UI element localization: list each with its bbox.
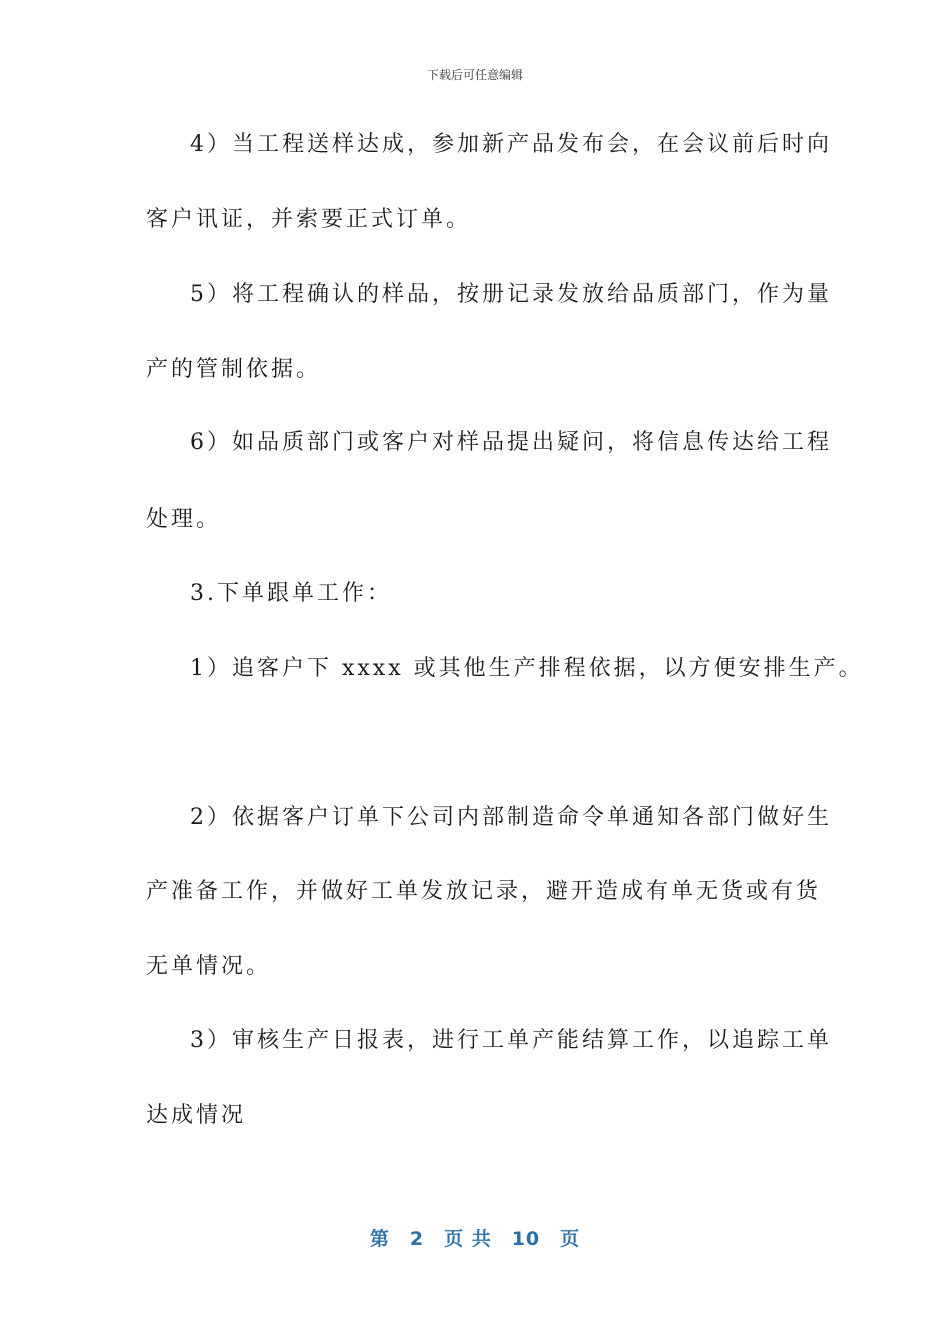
current-page-number: 2 <box>409 1228 425 1250</box>
section-heading: 3.下单跟单工作： <box>190 581 392 606</box>
paragraph-line: 2）依据客户订单下公司内部制造命令单通知各部门做好生 <box>190 805 832 830</box>
paragraph-line: 处理。 <box>146 507 222 532</box>
paragraph-line: 4）当工程送样达成，参加新产品发布会，在会议前后时向 <box>190 132 832 157</box>
paragraph-line: 3）审核生产日报表，进行工单产能结算工作，以追踪工单 <box>190 1028 832 1053</box>
page-footer <box>0 1224 950 1251</box>
paragraph-line: 产准备工作，并做好工单发放记录，避开造成有单无货或有货 <box>146 879 822 904</box>
page-header-note: 下载后可任意编辑 <box>426 68 523 82</box>
paragraph-line: 无单情况。 <box>146 954 272 979</box>
footer-suffix: 页 <box>560 1228 581 1250</box>
paragraph-line: 6）如品质部门或客户对样品提出疑问，将信息传达给工程 <box>190 430 832 455</box>
paragraph-line: 产的管制依据。 <box>146 357 322 382</box>
paragraph-line: 达成情况 <box>146 1103 247 1128</box>
total-page-number: 10 <box>511 1228 541 1250</box>
footer-prefix: 第 <box>369 1228 390 1250</box>
paragraph-line: 客户讯证，并索要正式订单。 <box>146 207 472 232</box>
paragraph-line: 5）将工程确认的样品，按册记录发放给品质部门，作为量 <box>190 282 832 307</box>
footer-middle: 页 共 <box>444 1228 492 1250</box>
paragraph-line: 1）追客户下 xxxx 或其他生产排程依据，以方便安排生产。 <box>190 656 864 681</box>
